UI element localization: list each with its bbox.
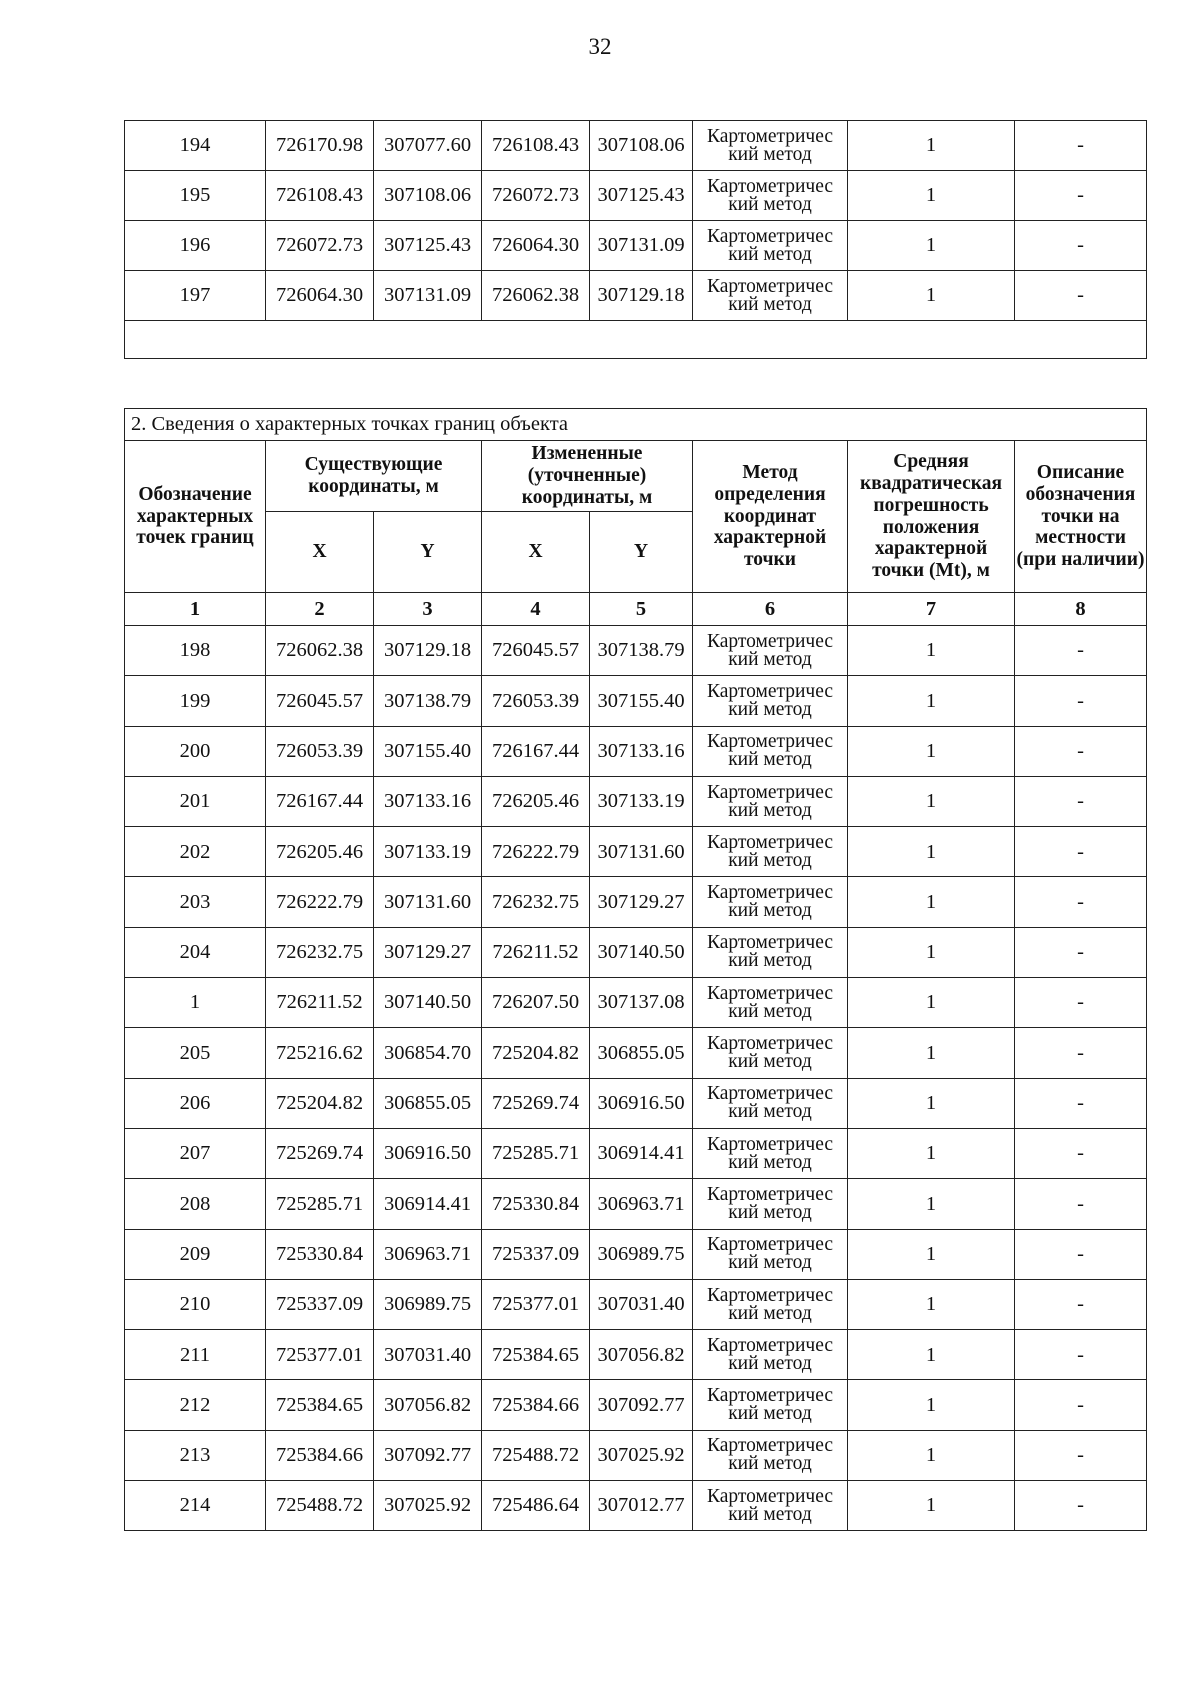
changed-x-cell: 725488.72 [482, 1430, 590, 1480]
method-text-line: Картометричес [706, 932, 834, 954]
existing-y-cell: 306914.41 [374, 1179, 482, 1229]
description-cell: - [1015, 1481, 1147, 1531]
table-row [125, 676, 1147, 726]
existing-x-cell: 726108.43 [266, 171, 374, 221]
method-text-line: Картометричес [706, 1485, 834, 1507]
mean-error-cell: 1 [848, 1179, 1015, 1229]
changed-x-cell: 725204.82 [482, 1028, 590, 1078]
changed-x-cell: 725285.71 [482, 1128, 590, 1178]
changed-y-cell: 307138.79 [590, 626, 693, 676]
description-cell: - [1015, 726, 1147, 776]
description-cell: - [1015, 626, 1147, 676]
existing-y-cell: 307077.60 [374, 121, 482, 171]
existing-y-cell: 307129.27 [374, 927, 482, 977]
table-row [125, 726, 1147, 776]
header-method: Метод определения координат характерной точки [693, 441, 848, 593]
existing-y-cell: 307025.92 [374, 1481, 482, 1531]
mean-error-cell: 1 [848, 1330, 1015, 1380]
column-number: 1 [125, 593, 266, 626]
description-cell: - [1015, 776, 1147, 826]
mean-error-cell: 1 [848, 1078, 1015, 1128]
mean-error-cell: 1 [848, 676, 1015, 726]
method-cell [693, 221, 848, 271]
existing-x-cell: 726205.46 [266, 827, 374, 877]
method-text-line: Картометричес [706, 1133, 834, 1155]
header-changed-y: Y [590, 512, 693, 593]
existing-x-cell: 726053.39 [266, 726, 374, 776]
method-text-line: Картометричес [706, 731, 834, 753]
header-existing-y: Y [374, 512, 482, 593]
method-text-line: кий метод [728, 1000, 812, 1022]
existing-x-cell: 726232.75 [266, 927, 374, 977]
table-row [125, 1078, 1147, 1128]
table-row [125, 1481, 1147, 1531]
description-cell: - [1015, 927, 1147, 977]
point-cell: 197 [125, 271, 266, 321]
method-text-line: Картометричес [706, 1435, 834, 1457]
method-text-line: кий метод [728, 698, 812, 720]
existing-y-cell: 307131.09 [374, 271, 482, 321]
changed-y-cell: 306989.75 [590, 1229, 693, 1279]
existing-y-cell: 306854.70 [374, 1028, 482, 1078]
point-cell: 199 [125, 676, 266, 726]
mean-error-cell: 1 [848, 626, 1015, 676]
column-number: 7 [848, 593, 1015, 626]
header-point-designation: Обозначение характерных точек границ [125, 441, 266, 593]
changed-y-cell: 307056.82 [590, 1330, 693, 1380]
changed-x-cell: 725486.64 [482, 1481, 590, 1531]
table-row [125, 626, 1147, 676]
existing-x-cell: 725285.71 [266, 1179, 374, 1229]
point-cell: 213 [125, 1430, 266, 1480]
point-cell: 201 [125, 776, 266, 826]
description-cell: - [1015, 1229, 1147, 1279]
changed-x-cell: 726167.44 [482, 726, 590, 776]
method-text-line: кий метод [728, 143, 812, 165]
description-cell: - [1015, 221, 1147, 271]
point-cell: 196 [125, 221, 266, 271]
method-text-line: кий метод [728, 193, 812, 215]
method-text-line: Картометричес [706, 882, 834, 904]
mean-error-cell: 1 [848, 1279, 1015, 1329]
existing-x-cell: 725337.09 [266, 1279, 374, 1329]
mean-error-cell: 1 [848, 1028, 1015, 1078]
method-text-line: кий метод [728, 1352, 812, 1374]
method-text-line: кий метод [728, 950, 812, 972]
description-cell: - [1015, 877, 1147, 927]
description-cell: - [1015, 271, 1147, 321]
description-cell: - [1015, 1028, 1147, 1078]
existing-x-cell: 726211.52 [266, 978, 374, 1028]
description-cell: - [1015, 1330, 1147, 1380]
method-text-line: Картометричес [706, 1284, 834, 1306]
method-cell [693, 676, 848, 726]
existing-x-cell: 726045.57 [266, 676, 374, 726]
column-number: 3 [374, 593, 482, 626]
changed-y-cell: 307108.06 [590, 121, 693, 171]
point-cell: 212 [125, 1380, 266, 1430]
method-cell [693, 1229, 848, 1279]
mean-error-cell: 1 [848, 927, 1015, 977]
existing-y-cell: 307129.18 [374, 626, 482, 676]
table-row [125, 1128, 1147, 1178]
method-text-line: кий метод [728, 849, 812, 871]
method-text-line: кий метод [728, 1302, 812, 1324]
method-text-line: Картометричес [706, 781, 834, 803]
method-cell [693, 1078, 848, 1128]
method-cell [693, 1380, 848, 1430]
table-row [125, 1330, 1147, 1380]
existing-y-cell: 306855.05 [374, 1078, 482, 1128]
mean-error-cell: 1 [848, 1128, 1015, 1178]
table-row [125, 1430, 1147, 1480]
method-text-line: кий метод [728, 799, 812, 821]
column-numbers-row [125, 593, 1147, 626]
method-cell [693, 978, 848, 1028]
method-text-line: кий метод [728, 1403, 812, 1425]
existing-y-cell: 306963.71 [374, 1229, 482, 1279]
header-description: Описание обозначения точки на местности (при наличии) [1015, 441, 1147, 593]
method-cell [693, 1028, 848, 1078]
method-text-line: кий метод [728, 1151, 812, 1173]
existing-y-cell: 307131.60 [374, 877, 482, 927]
changed-y-cell: 306855.05 [590, 1028, 693, 1078]
changed-x-cell: 726045.57 [482, 626, 590, 676]
point-cell: 208 [125, 1179, 266, 1229]
changed-y-cell: 307025.92 [590, 1430, 693, 1480]
changed-y-cell: 306916.50 [590, 1078, 693, 1128]
changed-x-cell: 725377.01 [482, 1279, 590, 1329]
method-text-line: Картометричес [706, 275, 834, 297]
table-row [125, 171, 1147, 221]
table-row [125, 121, 1147, 171]
table-row [125, 1028, 1147, 1078]
point-cell: 198 [125, 626, 266, 676]
point-cell: 200 [125, 726, 266, 776]
method-text-line: Картометричес [706, 1083, 834, 1105]
method-text-line: кий метод [728, 1101, 812, 1123]
method-cell [693, 1128, 848, 1178]
existing-x-cell: 726222.79 [266, 877, 374, 927]
header-existing-coords: Существующие координаты, м [266, 441, 482, 512]
method-text-line: Картометричес [706, 1234, 834, 1256]
existing-y-cell: 307140.50 [374, 978, 482, 1028]
method-cell [693, 827, 848, 877]
table-row [125, 1279, 1147, 1329]
section-title: 2. Сведения о характерных точках границ объекта [125, 409, 1147, 441]
header-existing-x: X [266, 512, 374, 593]
existing-y-cell: 306989.75 [374, 1279, 482, 1329]
existing-y-cell: 307155.40 [374, 726, 482, 776]
method-text-line: кий метод [728, 243, 812, 265]
changed-y-cell: 307133.16 [590, 726, 693, 776]
method-text-line: Картометричес [706, 225, 834, 247]
table-row [125, 1229, 1147, 1279]
table-row [125, 877, 1147, 927]
existing-x-cell: 725488.72 [266, 1481, 374, 1531]
description-cell: - [1015, 1430, 1147, 1480]
method-text-line: кий метод [728, 1201, 812, 1223]
mean-error-cell: 1 [848, 271, 1015, 321]
boundary-points-table-continued [124, 120, 1147, 359]
table-row [125, 927, 1147, 977]
method-cell [693, 927, 848, 977]
method-cell [693, 626, 848, 676]
changed-x-cell: 726072.73 [482, 171, 590, 221]
method-cell [693, 877, 848, 927]
changed-x-cell: 725269.74 [482, 1078, 590, 1128]
empty-cell [125, 321, 1147, 359]
method-cell [693, 1430, 848, 1480]
point-cell: 195 [125, 171, 266, 221]
point-cell: 202 [125, 827, 266, 877]
existing-x-cell: 726167.44 [266, 776, 374, 826]
point-cell: 204 [125, 927, 266, 977]
header-changed-coords: Измененные (уточненные) координаты, м [482, 441, 693, 512]
existing-y-cell: 307031.40 [374, 1330, 482, 1380]
table-row [125, 827, 1147, 877]
changed-y-cell: 307140.50 [590, 927, 693, 977]
existing-y-cell: 307108.06 [374, 171, 482, 221]
column-number: 4 [482, 593, 590, 626]
changed-y-cell: 307137.08 [590, 978, 693, 1028]
description-cell: - [1015, 1078, 1147, 1128]
method-text-line: Картометричес [706, 175, 834, 197]
page-number: 32 [588, 34, 612, 59]
point-cell: 205 [125, 1028, 266, 1078]
changed-x-cell: 726064.30 [482, 221, 590, 271]
method-cell [693, 121, 848, 171]
changed-x-cell: 726108.43 [482, 121, 590, 171]
method-text-line: кий метод [728, 1503, 812, 1525]
changed-x-cell: 725384.66 [482, 1380, 590, 1430]
existing-x-cell: 726170.98 [266, 121, 374, 171]
description-cell: - [1015, 1279, 1147, 1329]
mean-error-cell: 1 [848, 726, 1015, 776]
description-cell: - [1015, 1128, 1147, 1178]
method-text-line: Картометричес [706, 1385, 834, 1407]
existing-x-cell: 726062.38 [266, 626, 374, 676]
mean-error-cell: 1 [848, 1481, 1015, 1531]
existing-y-cell: 307138.79 [374, 676, 482, 726]
changed-y-cell: 307092.77 [590, 1380, 693, 1430]
existing-y-cell: 306916.50 [374, 1128, 482, 1178]
table-row [125, 221, 1147, 271]
column-number: 6 [693, 593, 848, 626]
mean-error-cell: 1 [848, 827, 1015, 877]
description-cell: - [1015, 827, 1147, 877]
existing-x-cell: 726064.30 [266, 271, 374, 321]
method-cell [693, 271, 848, 321]
existing-x-cell: 726072.73 [266, 221, 374, 271]
method-text-line: кий метод [728, 900, 812, 922]
table-row [125, 1179, 1147, 1229]
table-row [125, 1380, 1147, 1430]
existing-x-cell: 725330.84 [266, 1229, 374, 1279]
method-text-line: Картометричес [706, 982, 834, 1004]
boundary-points-table [124, 408, 1147, 1531]
changed-y-cell: 306914.41 [590, 1128, 693, 1178]
method-text-line: кий метод [728, 648, 812, 670]
existing-x-cell: 725216.62 [266, 1028, 374, 1078]
column-number: 8 [1015, 593, 1147, 626]
description-cell: - [1015, 676, 1147, 726]
existing-y-cell: 307092.77 [374, 1430, 482, 1480]
mean-error-cell: 1 [848, 776, 1015, 826]
existing-y-cell: 307125.43 [374, 221, 482, 271]
method-cell [693, 1330, 848, 1380]
existing-x-cell: 725204.82 [266, 1078, 374, 1128]
mean-error-cell: 1 [848, 171, 1015, 221]
mean-error-cell: 1 [848, 121, 1015, 171]
method-text-line: кий метод [728, 1252, 812, 1274]
method-text-line: кий метод [728, 1051, 812, 1073]
changed-x-cell: 726207.50 [482, 978, 590, 1028]
changed-y-cell: 307129.27 [590, 877, 693, 927]
changed-x-cell: 725330.84 [482, 1179, 590, 1229]
changed-y-cell: 307155.40 [590, 676, 693, 726]
changed-y-cell: 307131.60 [590, 827, 693, 877]
method-cell [693, 1279, 848, 1329]
changed-x-cell: 725384.65 [482, 1330, 590, 1380]
changed-x-cell: 725337.09 [482, 1229, 590, 1279]
method-text-line: Картометричес [706, 1183, 834, 1205]
description-cell: - [1015, 121, 1147, 171]
method-text-line: кий метод [728, 1453, 812, 1475]
point-cell: 210 [125, 1279, 266, 1329]
mean-error-cell: 1 [848, 1380, 1015, 1430]
mean-error-cell: 1 [848, 978, 1015, 1028]
existing-x-cell: 725377.01 [266, 1330, 374, 1380]
existing-x-cell: 725384.65 [266, 1380, 374, 1430]
existing-y-cell: 307133.19 [374, 827, 482, 877]
mean-error-cell: 1 [848, 1430, 1015, 1480]
method-cell [693, 1179, 848, 1229]
point-cell: 211 [125, 1330, 266, 1380]
point-cell: 214 [125, 1481, 266, 1531]
description-cell: - [1015, 171, 1147, 221]
table-row [125, 776, 1147, 826]
point-cell: 207 [125, 1128, 266, 1178]
point-cell: 209 [125, 1229, 266, 1279]
header-mean-error: Средняя квадратическая погрешность положения характерной точки (Mt), м [848, 441, 1015, 593]
method-text-line: Картометричес [706, 831, 834, 853]
point-cell: 206 [125, 1078, 266, 1128]
method-cell [693, 171, 848, 221]
column-number: 2 [266, 593, 374, 626]
point-cell: 1 [125, 978, 266, 1028]
method-cell [693, 726, 848, 776]
method-text-line: Картометричес [706, 125, 834, 147]
method-text-line: Картометричес [706, 1033, 834, 1055]
changed-y-cell: 307129.18 [590, 271, 693, 321]
description-cell: - [1015, 978, 1147, 1028]
existing-y-cell: 307133.16 [374, 776, 482, 826]
changed-y-cell: 306963.71 [590, 1179, 693, 1229]
changed-y-cell: 307131.09 [590, 221, 693, 271]
existing-y-cell: 307056.82 [374, 1380, 482, 1430]
table-row [125, 271, 1147, 321]
point-cell: 194 [125, 121, 266, 171]
mean-error-cell: 1 [848, 221, 1015, 271]
changed-y-cell: 307133.19 [590, 776, 693, 826]
method-cell [693, 1481, 848, 1531]
changed-x-cell: 726222.79 [482, 827, 590, 877]
mean-error-cell: 1 [848, 877, 1015, 927]
method-text-line: Картометричес [706, 681, 834, 702]
mean-error-cell: 1 [848, 1229, 1015, 1279]
changed-x-cell: 726232.75 [482, 877, 590, 927]
method-text-line: Картометричес [706, 1334, 834, 1356]
description-cell: - [1015, 1380, 1147, 1430]
changed-x-cell: 726211.52 [482, 927, 590, 977]
method-text-line: Картометричес [706, 630, 834, 652]
changed-x-cell: 726062.38 [482, 271, 590, 321]
column-number: 5 [590, 593, 693, 626]
changed-y-cell: 307012.77 [590, 1481, 693, 1531]
changed-y-cell: 307031.40 [590, 1279, 693, 1329]
changed-y-cell: 307125.43 [590, 171, 693, 221]
header-changed-x: X [482, 512, 590, 593]
changed-x-cell: 726205.46 [482, 776, 590, 826]
table-row [125, 978, 1147, 1028]
method-text-line: кий метод [728, 749, 812, 771]
method-cell [693, 776, 848, 826]
changed-x-cell: 726053.39 [482, 676, 590, 726]
existing-x-cell: 725269.74 [266, 1128, 374, 1178]
description-cell: - [1015, 1179, 1147, 1229]
method-text-line: кий метод [728, 293, 812, 315]
existing-x-cell: 725384.66 [266, 1430, 374, 1480]
point-cell: 203 [125, 877, 266, 927]
empty-row [125, 321, 1147, 359]
